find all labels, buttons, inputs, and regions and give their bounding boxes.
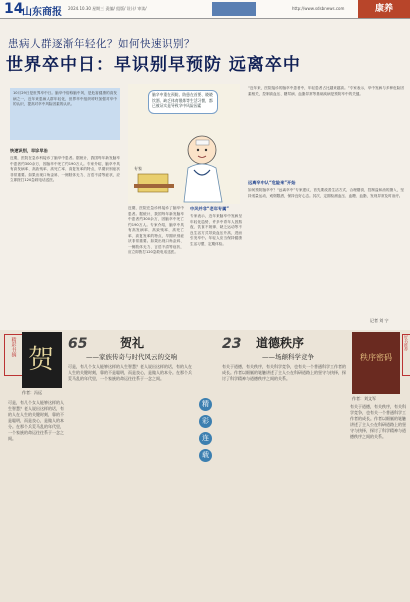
cartoon-caption: 专家 [134, 166, 142, 171]
speech-bubble: 脑卒中重在预防。防患在首要、晓晓饮酒、缺乏体育锻炼等生活习惯，都已被证实是导致卒中风险因素 [148, 90, 218, 114]
article-headline: 世界卒中日：早识别早预防 远离卒中 [6, 55, 301, 75]
middle-column-body: 近期，医院在急诊科接诊了脑卒中患者。据统计，我国每年新发脑卒中患者约300余万，因脑卒中死亡约190万人。专家介绍，脑卒中具有高发病率、高致残率、高死亡率、高复发率的特点，早期识别症状非常重要。如果出现口角歪斜、一侧肢体无力、言语不清等症状，应立即拨打120急救电话送医。 [128, 206, 184, 254]
section-tag: 康养 [358, 0, 410, 18]
page-number: 14 [4, 1, 24, 17]
section2-body: 专家表示，近年来脑卒中发病呈年轻化趋势，许多中青年人因熬夜、饮食不规律、缺乏运动等不良生活方式导致血压升高，进而引发卒中。年轻人应当保持健康生活习惯，定期体检。 [190, 214, 242, 246]
review-right-tag: 好书推荐 [402, 334, 410, 376]
section3-title: 远离卒中认“危险来”开始 [248, 180, 296, 185]
section3-body: 如何预防脑卒中？“远离卒中”专家建议，首先要改善生活方式，合理膳食，控制盐和油的摄入，坚持适量运动，戒烟限酒，保持良好心态。其次，定期检测血压、血糖、血脂，发现异常及时治疗。 [248, 188, 404, 198]
book-cover-order: 秩序密码 [352, 332, 400, 394]
review-right-body: 有关于道德，有关秩序，有关科学竞争，也有关一个普通科学工作者的成长。作者以细腻的笔触讲述了主人公在科研道路上的坚守与抉择，探讨了科学精神与道德秩序之间的关系。 [222, 364, 346, 381]
review-right-author: 作者：刘文军 [352, 396, 376, 401]
section2-title: 中风并非“老年专属” [190, 206, 230, 211]
review-left-subtitle: ——家族传奇与时代风云的交响 [86, 353, 177, 361]
header-banner-image [212, 2, 256, 16]
review-right-number: 23 [222, 336, 242, 352]
paper-name: 山东商报 [22, 7, 62, 18]
website-url[interactable]: http://www.sdsbnews.com [292, 6, 345, 11]
review-right-body-col2: 有关于道德，有关秩序，有关科学竞争，也有关一个普通科学工作者的成长。作者以细腻的笔触讲述了主人公在科研道路上的坚守与抉择，探讨了科学精神与道德秩序之间的关系。 [350, 404, 406, 439]
serial-tag [199, 398, 213, 468]
review-left-title: 贺礼 [120, 336, 145, 350]
review-left-number: 65 [68, 336, 88, 352]
review-left-tag: 精彩书摘 [4, 334, 24, 376]
section1-body: 近期，医院在急诊科接诊了脑卒中患者。据统计，我国每年新发脑卒中患者约300余万，因脑卒中死亡约190万人。专家介绍，脑卒中具有高发病率、高致残率、高死亡率、高复发率的特点，早期识别症状非常重要。如果出现口角歪斜、一侧肢体无力、言语不清等症状，应立即拨打120急救电话送医。 [10, 156, 120, 182]
serial-tag-char: 精 [199, 398, 212, 411]
lead-paragraph: 10月29日是世界卒中日。脑卒中俗称脑中风，是危害健康的高发病之一，近年来患病人群年轻化，世界卒中组织呼吁加强对卒中的认识，提高对卒中风险因素的认识。 [10, 88, 120, 140]
article-subtitle: 患病人群逐渐年轻化？如何快速识别？ [8, 38, 195, 50]
review-left-body-col2: 可是，有几个女人能够这样的人生智慧？老人说出这样的话，有的人在人生的关键时刻，靠的不是聪明，而是良心，是做人的本分。在那个兵荒马乱的年代里，一个家族的命运往往系于一念之间。 [8, 400, 64, 441]
section1-title: 快速识别，早诊早治 [10, 148, 48, 153]
right-column-body: “近年来，医院接诊的脑卒中患者中，年轻患者占比越来越高。”专家表示，卒中发病与多种危险因素相关，控制高血压、糖尿病、血脂异常等基础疾病是预防卒中的关键。 [248, 86, 404, 96]
book-cover-heli [22, 332, 62, 388]
review-left-body: 可是，有几个女人能够这样的人生智慧？老人说出这样的话，有的人在人生的关键时刻，靠的不是聪明，而是良心，是做人的本分。在那个兵荒马乱的年代里，一个家族的命运往往系于一念之间。 [68, 364, 192, 381]
byline: 记者 刘 宁 [370, 318, 389, 323]
serial-tag-char: 彩 [199, 415, 212, 428]
dateline: 2024.10.30 星期三 责编/ 组版/ 设计/ 审读/ [68, 6, 147, 11]
svg-text:贺: 贺 [28, 345, 55, 375]
review-right-title: 道德秩序 [256, 336, 305, 350]
serial-tag-char: 连 [199, 432, 212, 445]
serial-tag-char: 载 [199, 449, 212, 462]
review-right-subtitle: ——场颠科学竞争 [262, 353, 314, 361]
review-left-author: 作者：冯远 [22, 390, 42, 395]
